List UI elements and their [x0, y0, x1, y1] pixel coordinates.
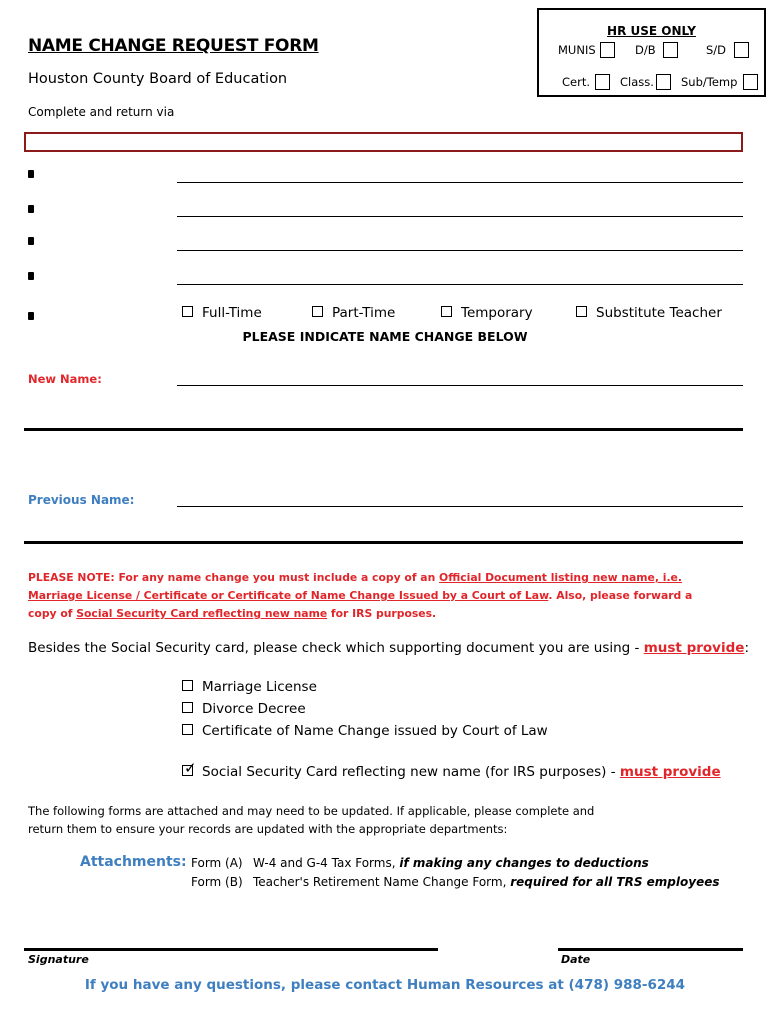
- substitute-checkbox[interactable]: [576, 306, 587, 317]
- divorce-decree-checkbox[interactable]: [182, 702, 193, 713]
- cert-checkbox[interactable]: [595, 74, 610, 90]
- class-label: Class.: [620, 75, 654, 89]
- field-line[interactable]: [177, 182, 743, 183]
- field-marker: [28, 312, 34, 320]
- sd-checkbox[interactable]: [734, 42, 749, 58]
- note-link-marriage-license: Marriage License / Certificate or Certificate of Name Change Issued by a Court of Law: [28, 589, 549, 602]
- full-time-label: Full-Time: [202, 305, 262, 321]
- field-marker: [28, 205, 34, 213]
- court-certificate-label: Certificate of Name Change issued by Court of Law: [202, 723, 548, 739]
- note-link-official-document: Official Document listing new name, i.e.: [439, 571, 682, 584]
- substitute-option[interactable]: [576, 305, 722, 321]
- attached-forms-note: The following forms are attached and may need to be updated. If applicable, please complete and return them to ensure your records are updated with the appropriate departments:: [28, 804, 595, 836]
- attachment-form-b: Form (B): [191, 875, 243, 889]
- db-label: D/B: [635, 43, 656, 57]
- munis-checkbox[interactable]: [600, 42, 615, 58]
- hr-box-title: HR USE ONLY: [607, 24, 696, 38]
- substitute-label: Substitute Teacher: [596, 305, 722, 321]
- return-via-field[interactable]: [24, 132, 743, 152]
- date-label: Date: [561, 953, 591, 966]
- doc-option-court-certificate[interactable]: [182, 723, 548, 739]
- signature-line[interactable]: [24, 948, 438, 951]
- field-marker: [28, 170, 34, 178]
- contact-footer: If you have any questions, please contact Human Resources at (478) 988-6244: [84, 977, 686, 993]
- checkmark-icon: ✓: [184, 759, 197, 777]
- field-line[interactable]: [177, 250, 743, 251]
- full-time-checkbox[interactable]: [182, 306, 193, 317]
- divorce-decree-label: Divorce Decree: [202, 701, 306, 717]
- note-link-social-security: Social Security Card reflecting new name: [76, 607, 328, 620]
- must-provide: must provide: [643, 640, 745, 656]
- class-checkbox[interactable]: [656, 74, 671, 90]
- field-line[interactable]: [177, 284, 743, 285]
- section-divider: [24, 541, 743, 544]
- marriage-license-label: Marriage License: [202, 679, 317, 695]
- section-divider: [24, 428, 743, 431]
- date-line[interactable]: [558, 948, 743, 951]
- social-security-checkbox-checked[interactable]: [182, 759, 197, 777]
- attachment-form-b-desc: Teacher's Retirement Name Change Form, required for all TRS employees: [253, 875, 720, 889]
- hr-use-only-box: [537, 8, 766, 97]
- sd-label: S/D: [706, 43, 727, 57]
- must-provide: must provide: [619, 764, 721, 780]
- db-checkbox[interactable]: [663, 42, 678, 58]
- return-instructions: Complete and return via: [28, 105, 175, 119]
- signature-label: Signature: [28, 953, 89, 966]
- temporary-option[interactable]: [441, 305, 533, 321]
- new-name-label: New Name:: [28, 372, 102, 386]
- temporary-checkbox[interactable]: [441, 306, 452, 317]
- social-security-label: Social Security Card reflecting new name (for IRS purposes) -: [202, 764, 620, 780]
- previous-name-line[interactable]: [177, 506, 743, 507]
- part-time-option[interactable]: [312, 305, 395, 321]
- form-title: NAME CHANGE REQUEST FORM: [28, 36, 319, 56]
- full-time-option[interactable]: [182, 305, 262, 321]
- court-certificate-checkbox[interactable]: [182, 724, 193, 735]
- field-marker: [28, 237, 34, 245]
- marriage-license-checkbox[interactable]: [182, 680, 193, 691]
- cert-label: Cert.: [562, 75, 590, 89]
- field-line[interactable]: [177, 216, 743, 217]
- please-note: PLEASE NOTE: For any name change you must include a copy of an Official Document listing new name, i.e. Marriage License / Certificate or Certificate of Name Change Issued by a Court of Law. Also, please forward a copy of Social Security Card reflecting new name for IRS purposes.: [28, 571, 693, 620]
- attachment-form-a-desc: W-4 and G-4 Tax Forms, if making any changes to deductions: [253, 856, 649, 870]
- attachments-label: Attachments:: [80, 854, 187, 870]
- munis-label: MUNIS: [558, 43, 596, 57]
- subtemp-label: Sub/Temp: [681, 75, 738, 89]
- subtemp-checkbox[interactable]: [743, 74, 758, 90]
- attachment-form-a: Form (A): [191, 856, 243, 870]
- temporary-label: Temporary: [461, 305, 533, 321]
- part-time-label: Part-Time: [332, 305, 396, 321]
- organization-name: Houston County Board of Education: [28, 71, 288, 87]
- doc-option-divorce-decree[interactable]: [182, 701, 306, 717]
- part-time-checkbox[interactable]: [312, 306, 323, 317]
- new-name-line[interactable]: [177, 385, 743, 386]
- field-marker: [28, 272, 34, 280]
- doc-option-marriage-license[interactable]: [182, 679, 317, 695]
- previous-name-label: Previous Name:: [28, 493, 135, 507]
- doc-option-social-security[interactable]: [182, 759, 721, 780]
- section-heading: PLEASE INDICATE NAME CHANGE BELOW: [242, 329, 528, 344]
- supporting-document-instruction: Besides the Social Security card, please check which supporting document you are using - must provide:: [28, 640, 749, 656]
